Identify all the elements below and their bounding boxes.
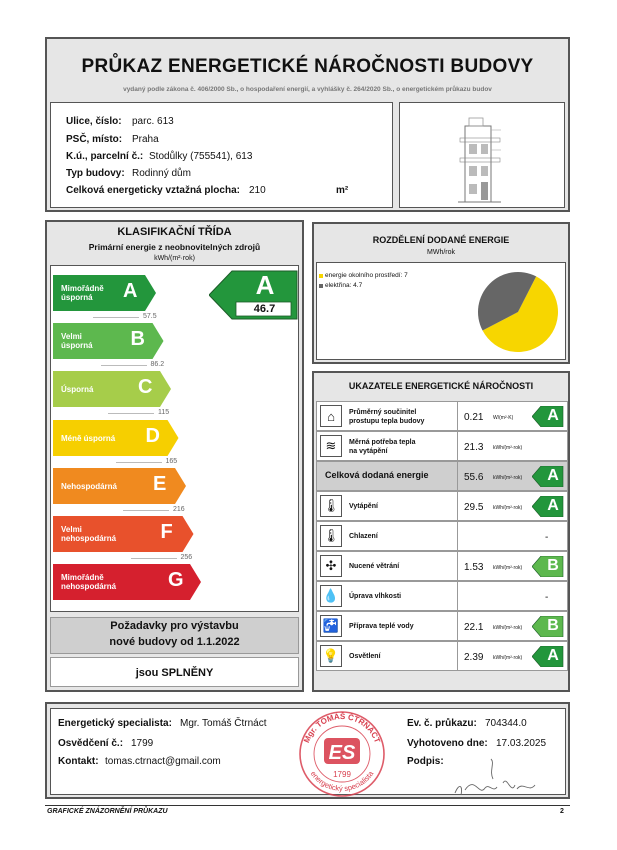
class-threshold bbox=[166, 458, 178, 465]
indicator-separator bbox=[457, 462, 458, 490]
class-label bbox=[61, 284, 104, 302]
house-icon: ⌂ bbox=[320, 405, 342, 427]
indicator-name bbox=[349, 592, 401, 601]
cert-value: 1799 bbox=[131, 738, 154, 749]
indicator-name-line1: Úprava vlhkosti bbox=[349, 593, 402, 600]
threshold-value: 86.2 bbox=[150, 361, 165, 369]
indicator-value: 22.1 bbox=[464, 622, 484, 633]
indicator-class-badge bbox=[532, 646, 564, 672]
class-label-line1: Velmi bbox=[61, 525, 82, 534]
indicator-name bbox=[349, 562, 399, 571]
bulb-icon: 💡 bbox=[320, 645, 342, 667]
threshold-line bbox=[108, 413, 154, 414]
threshold-line bbox=[123, 510, 169, 511]
indicator-name bbox=[349, 438, 416, 456]
indicator-class-letter: A bbox=[547, 467, 559, 484]
building-elevation-image bbox=[455, 110, 505, 204]
specialist-name-label: Energetický specialista: bbox=[58, 718, 172, 729]
date-label: Vyhotoveno dne: bbox=[407, 738, 488, 749]
area-value: 210 bbox=[249, 185, 266, 196]
indicator-name-line1: Celková dodaná energie bbox=[325, 470, 429, 480]
indicator-row bbox=[316, 611, 568, 641]
ku-label: K.ú., parcelní č.: bbox=[66, 151, 144, 162]
indicator-unit: kWh/(m²·rok) bbox=[493, 565, 523, 571]
legend-label: energie okolního prostředí: 7 bbox=[325, 272, 408, 279]
ku-value: Stodůlky (755541), 613 bbox=[149, 151, 253, 162]
threshold-value: 165 bbox=[165, 457, 178, 465]
indicators-title: UKAZATELE ENERGETICKÉ NÁROČNOSTI bbox=[348, 381, 534, 391]
class-label bbox=[61, 525, 116, 543]
class-label-line2: nehospodárná bbox=[61, 582, 117, 592]
indicator-row bbox=[316, 641, 568, 671]
date-value: 17.03.2025 bbox=[496, 738, 547, 749]
threshold-line bbox=[101, 365, 147, 366]
indicator-separator bbox=[457, 612, 458, 640]
requirements-line1: Požadavky pro výstavbu bbox=[110, 620, 239, 632]
class-letter: C bbox=[138, 376, 153, 399]
indicator-name bbox=[325, 471, 429, 480]
distribution-title: ROZDĚLENÍ DODANÉ ENERGIE bbox=[372, 235, 510, 245]
stamp-number: 1799 bbox=[333, 770, 351, 779]
indicator-value: 2.39 bbox=[464, 652, 484, 663]
class-threshold bbox=[143, 313, 157, 320]
class-arrow-f bbox=[53, 516, 195, 551]
reg-label: Ev. č. průkazu: bbox=[407, 718, 477, 729]
classification-subtitle: Primární energie z neobnovitelných zdrojů bbox=[88, 242, 261, 252]
indicator-row bbox=[316, 461, 568, 491]
page-number: 2 bbox=[560, 808, 564, 815]
reg-value: 704344.0 bbox=[485, 718, 527, 729]
class-arrow-b bbox=[53, 323, 165, 358]
class-label bbox=[61, 573, 116, 591]
contact-label: Kontakt: bbox=[58, 756, 99, 767]
specialist-name-value: Mgr. Tomáš Čtrnáct bbox=[180, 718, 267, 729]
legend-entry bbox=[319, 282, 362, 289]
class-threshold bbox=[181, 554, 193, 561]
indicator-class-badge bbox=[532, 616, 564, 642]
stamp-bottom-text: energetický specialista bbox=[308, 769, 376, 794]
threshold-value: 115 bbox=[158, 409, 170, 417]
page-title: PRŮKAZ ENERGETICKÉ NÁROČNOSTI BUDOVY bbox=[81, 56, 534, 77]
indicator-name-line1: Nucené větrání bbox=[349, 563, 400, 570]
indicator-dash: - bbox=[545, 592, 549, 603]
area-label: Celková energeticky vztažná plocha: bbox=[66, 185, 240, 196]
psc-label: PSČ, místo: bbox=[66, 134, 123, 145]
indicator-row bbox=[316, 431, 568, 461]
thermometer-plus-icon: 🌡 bbox=[320, 495, 342, 517]
indicator-class-letter: A bbox=[547, 497, 559, 514]
threshold-line bbox=[131, 558, 177, 559]
faucet-icon: 🚰 bbox=[320, 615, 342, 637]
indicator-unit: W/(m²·K) bbox=[493, 415, 514, 421]
indicator-separator bbox=[457, 642, 458, 670]
distribution-unit: MWh/rok bbox=[427, 249, 455, 256]
indicator-name-line1: Měrná potřeba tepla bbox=[349, 439, 416, 446]
threshold-value: 256 bbox=[180, 554, 193, 561]
heat-waves-icon: ≋ bbox=[320, 435, 342, 457]
indicator-separator bbox=[457, 402, 458, 430]
handwritten-signature bbox=[445, 755, 540, 800]
stamp-top-text: Mgr. TOMÁŠ ČTRNÁCT bbox=[302, 711, 382, 745]
indicator-name-line1: Příprava teplé vody bbox=[349, 623, 414, 630]
class-label-line2: nehospodárná bbox=[61, 534, 117, 543]
class-label-line2: úsporná bbox=[61, 293, 93, 302]
class-label: Méně úsporná bbox=[61, 433, 116, 443]
footer-rule bbox=[45, 805, 570, 806]
class-letter: E bbox=[153, 472, 167, 495]
class-arrow-a bbox=[53, 275, 157, 310]
indicator-separator bbox=[457, 432, 458, 460]
street-label: Ulice, číslo: bbox=[66, 116, 122, 127]
class-label-line1: Mimořádně bbox=[61, 284, 104, 293]
indicator-unit: kWh/(m²·rok) bbox=[493, 505, 523, 511]
indicator-value: 1.53 bbox=[464, 562, 484, 573]
indicator-name bbox=[349, 408, 424, 426]
indicator-name-line2: na vytápění bbox=[349, 448, 388, 455]
classification-title: KLASIFIKAČNÍ TŘÍDA bbox=[117, 226, 232, 238]
indicator-value: 21.3 bbox=[464, 442, 484, 453]
indicator-name-line1: Vytápění bbox=[349, 503, 378, 510]
legend-entry bbox=[319, 272, 408, 279]
class-letter: B bbox=[130, 328, 145, 351]
class-label: Úsporná bbox=[61, 385, 94, 395]
fan-icon: ✣ bbox=[320, 555, 342, 577]
indicator-class-letter: A bbox=[547, 407, 559, 424]
class-arrow-e bbox=[53, 468, 187, 503]
type-label: Typ budovy: bbox=[66, 168, 125, 179]
legend-label: elektřina: 4.7 bbox=[325, 282, 363, 289]
class-label: Nehospodárná bbox=[61, 481, 118, 491]
street-value: parc. 613 bbox=[132, 116, 174, 127]
threshold-line bbox=[116, 462, 162, 463]
class-arrow-g bbox=[53, 564, 202, 599]
pie-chart bbox=[476, 270, 560, 354]
class-letter: G bbox=[168, 569, 184, 592]
contact-value[interactable]: tomas.ctrnact@gmail.com bbox=[105, 756, 221, 767]
cert-label: Osvědčení č.: bbox=[58, 738, 124, 749]
indicator-row bbox=[316, 521, 568, 551]
rating-value: 46.7 bbox=[253, 303, 276, 315]
class-letter: F bbox=[160, 521, 173, 543]
rating-letter: A bbox=[255, 270, 275, 300]
indicator-name-line1: Osvětlení bbox=[349, 653, 381, 660]
indicator-separator bbox=[457, 492, 458, 520]
sign-label: Podpis: bbox=[407, 756, 444, 767]
indicator-name bbox=[349, 502, 378, 511]
classification-unit: kWh/(m²·rok) bbox=[154, 255, 195, 262]
indicator-class-letter: B bbox=[547, 557, 559, 574]
area-unit: m² bbox=[336, 185, 349, 196]
indicator-separator bbox=[457, 582, 458, 610]
indicator-class-badge bbox=[532, 556, 564, 582]
indicator-name bbox=[349, 652, 381, 661]
thermometer-minus-icon: 🌡 bbox=[320, 525, 342, 547]
psc-value: Praha bbox=[132, 134, 159, 145]
indicator-class-letter: B bbox=[547, 617, 559, 634]
indicator-value: 29.5 bbox=[464, 502, 484, 513]
class-label-line1: Velmi bbox=[61, 332, 82, 342]
footer-left: GRAFICKÉ ZNÁZORNĚNÍ PRŮKAZU bbox=[47, 808, 168, 815]
class-letter: D bbox=[145, 424, 160, 447]
class-label-line2: úsporná bbox=[61, 341, 93, 351]
requirements-result: jsou SPLNĚNY bbox=[135, 667, 214, 679]
indicator-unit: kWh/(m²·rok) bbox=[493, 445, 523, 451]
indicator-class-badge bbox=[532, 496, 564, 522]
indicator-separator bbox=[457, 522, 458, 550]
class-threshold bbox=[173, 506, 185, 513]
indicator-unit: kWh/(m²·rok) bbox=[493, 475, 523, 481]
indicator-value: 55.6 bbox=[464, 472, 484, 483]
threshold-value: 57.5 bbox=[143, 313, 157, 320]
stamp-logo: ES bbox=[328, 742, 356, 764]
page-subtitle: vydaný podle zákona č. 406/2000 Sb., o hospodaření energií, a vyhlášky č. 264/2020 Sb., o energetickém průkazu budov bbox=[123, 86, 492, 93]
indicator-name bbox=[349, 532, 378, 541]
threshold-value: 216 bbox=[173, 505, 185, 513]
indicator-unit: kWh/(m²·rok) bbox=[493, 655, 523, 661]
indicator-row bbox=[316, 551, 568, 581]
class-letter: A bbox=[123, 280, 138, 302]
indicator-class-badge bbox=[532, 466, 564, 492]
droplet-icon: 💧 bbox=[320, 585, 342, 607]
threshold-line bbox=[93, 317, 139, 318]
indicator-name-line2: prostupu tepla budovy bbox=[349, 418, 425, 425]
class-threshold bbox=[158, 409, 169, 416]
indicator-name-line1: Chlazení bbox=[349, 533, 378, 540]
class-label-line1: Mimořádně bbox=[61, 573, 104, 583]
type-value: Rodinný dům bbox=[132, 168, 191, 179]
indicator-value: 0.21 bbox=[464, 412, 484, 423]
indicator-name bbox=[349, 622, 414, 631]
indicator-row bbox=[316, 401, 568, 431]
indicator-separator bbox=[457, 552, 458, 580]
indicator-dash: - bbox=[545, 532, 549, 543]
class-threshold bbox=[151, 361, 165, 368]
indicator-unit: kWh/(m²·rok) bbox=[493, 625, 523, 631]
class-arrow-d bbox=[53, 420, 180, 455]
class-label bbox=[61, 332, 93, 350]
legend-swatch bbox=[319, 284, 323, 288]
class-arrow-c bbox=[53, 371, 172, 406]
specialist-stamp bbox=[294, 708, 390, 798]
requirements-line2: nové budovy od 1.1.2022 bbox=[109, 636, 240, 648]
indicator-row bbox=[316, 581, 568, 611]
legend-swatch bbox=[319, 274, 323, 278]
indicator-class-badge bbox=[532, 406, 564, 432]
indicator-class-letter: A bbox=[547, 647, 559, 664]
indicator-row bbox=[316, 491, 568, 521]
indicator-name-line1: Průměrný součinitel bbox=[349, 409, 417, 416]
